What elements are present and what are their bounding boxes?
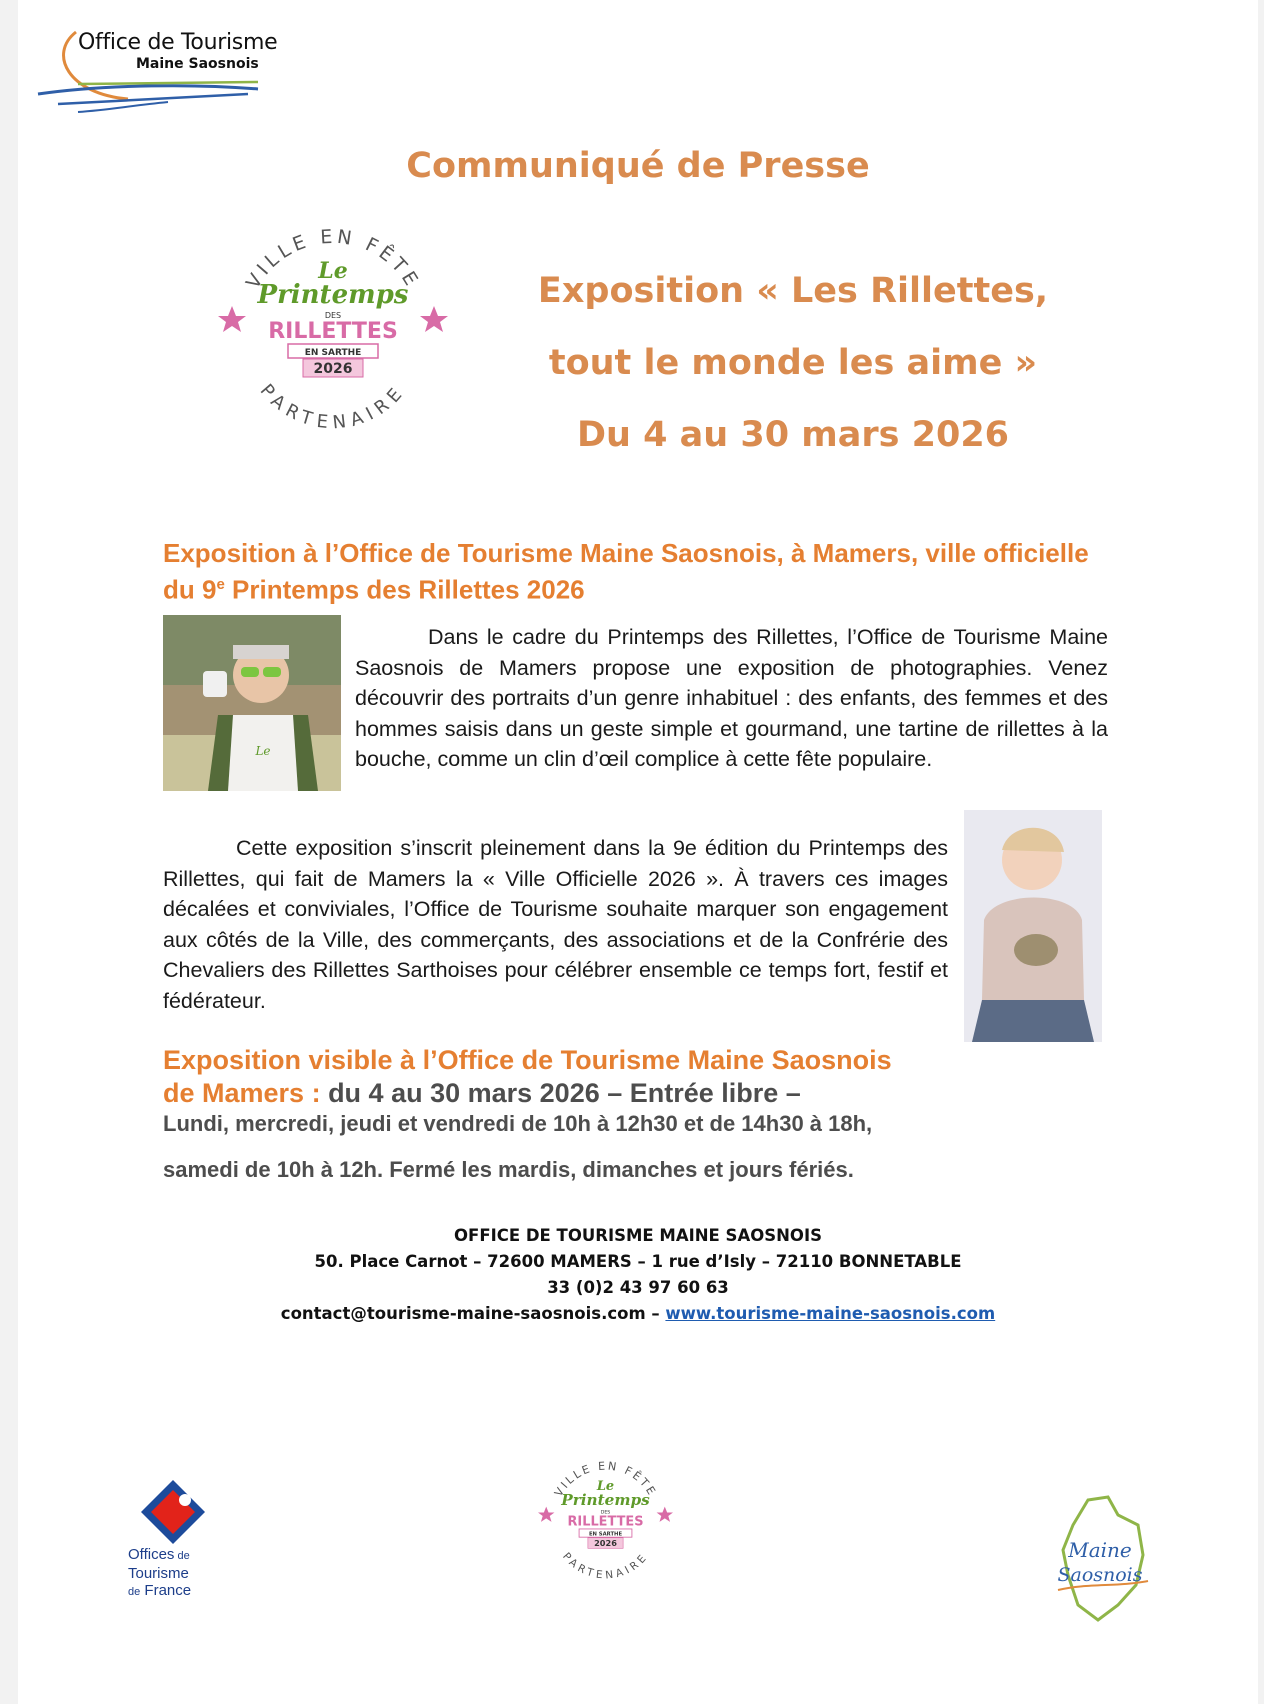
svg-text:EN SARTHE: EN SARTHE xyxy=(588,1531,623,1538)
visibility-dates: de Mamers : du 4 au 30 mars 2026 – Entrée libre – xyxy=(163,1078,801,1108)
badge-arc-bottom: PARTENAIRE xyxy=(255,380,411,434)
printemps-rillettes-badge xyxy=(218,218,448,448)
svg-text:PARTENAIRE: PARTENAIRE xyxy=(560,1550,651,1582)
photo-woman-rillettes xyxy=(163,615,341,791)
badge-le: Le xyxy=(318,258,348,284)
press-release-page xyxy=(18,0,1258,1704)
office-tourisme-subname: Maine Saosnois xyxy=(136,56,259,72)
badge-arc-top: VILLE EN FÊTE xyxy=(242,225,425,293)
website-link[interactable]: www.tourisme-maine-saosnois.com xyxy=(665,1304,996,1323)
svg-text:2026: 2026 xyxy=(594,1537,617,1548)
contact-phone: 33 (0)2 43 97 60 63 xyxy=(547,1278,729,1297)
svg-text:Le: Le xyxy=(255,744,271,758)
svg-text:DES: DES xyxy=(600,1510,611,1516)
badge-en-sarthe: EN SARTHE xyxy=(304,348,362,358)
paragraph-1: Dans le cadre du Printemps des Rillettes, l’Office de Tourisme Maine Saosnois de Mamers propose une exposition de photographies. Venez découvrir des portraits d’un genre inhabituel : des enfants, des femmes et des hommes saisis dans un geste simple et gourmand, une tartine de rillettes à la bouche, comme un clin d’œil complice à cette fête populaire. xyxy=(355,625,1108,771)
maine-saosnois-logo xyxy=(1048,1495,1153,1625)
exposition-title xyxy=(498,255,1088,471)
paragraph-2: Cette exposition s’inscrit pleinement dans la 9e édition du Printemps des Rillettes, qui fait de Mamers la « Ville Officielle 2026 ». À travers ces images décalées et conviviales, l’Office de Tourisme souhaite marquer son engagement aux côtés de la Ville, des commerçants, des associations et de la Confrérie des Chevaliers des Rillettes Sarthoises pour célébrer ensemble ce temps fort, festif et fédérateur. xyxy=(163,836,948,1013)
offices-tourisme-france-text: Offices de Tourisme de France xyxy=(128,1546,192,1599)
badge-year: 2026 xyxy=(313,361,353,377)
badge-printemps: Printemps xyxy=(257,280,409,310)
section-heading: Exposition à l’Office de Tourisme Maine Saosnois, à Mamers, ville officielle du 9e Printemps des Rillettes 2026 xyxy=(163,538,1089,605)
visibility-heading: Exposition visible à l’Office de Tourisme Maine Saosnois xyxy=(163,1045,892,1075)
svg-text:VILLE EN FÊTE: VILLE EN FÊTE xyxy=(552,1459,659,1499)
svg-text:Printemps: Printemps xyxy=(561,1490,650,1509)
star-right-icon xyxy=(420,306,448,332)
office-tourisme-name: Office de Tourisme xyxy=(78,30,278,55)
svg-text:Saosnois: Saosnois xyxy=(1057,1564,1143,1586)
opening-hours-weekdays: Lundi, mercredi, jeudi et vendredi de 10h à 12h30 et de 14h30 à 18h, xyxy=(163,1111,873,1136)
contact-name: OFFICE DE TOURISME MAINE SAOSNOIS xyxy=(454,1226,822,1245)
opening-hours-saturday: samedi de 10h à 12h. Fermé les mardis, dimanches et jours fériés. xyxy=(163,1157,854,1182)
contact-address: 50. Place Carnot – 72600 MAMERS – 1 rue d’Isly – 72110 BONNETABLE xyxy=(314,1252,962,1271)
svg-text:Maine: Maine xyxy=(1068,1538,1132,1562)
press-title: Communiqué de Presse xyxy=(406,146,870,186)
exposition-dates: Du 4 au 30 mars 2026 xyxy=(576,415,1010,455)
contact-email-website xyxy=(18,1304,1258,1323)
svg-text:RILLETTES: RILLETTES xyxy=(567,1514,644,1530)
svg-text:Le: Le xyxy=(596,1479,615,1495)
printemps-rillettes-badge-small xyxy=(538,1455,673,1590)
badge-des: DES xyxy=(324,311,342,320)
exposition-title-line2: tout le monde les aime » xyxy=(548,343,1038,383)
contact-email: contact@tourisme-maine-saosnois.com – xyxy=(280,1304,666,1323)
badge-rillettes: RILLETTES xyxy=(268,319,398,344)
photo-child-rillettes xyxy=(964,810,1102,1042)
exposition-title-line1: Exposition « Les Rillettes, xyxy=(537,271,1049,311)
star-left-icon xyxy=(218,306,246,332)
